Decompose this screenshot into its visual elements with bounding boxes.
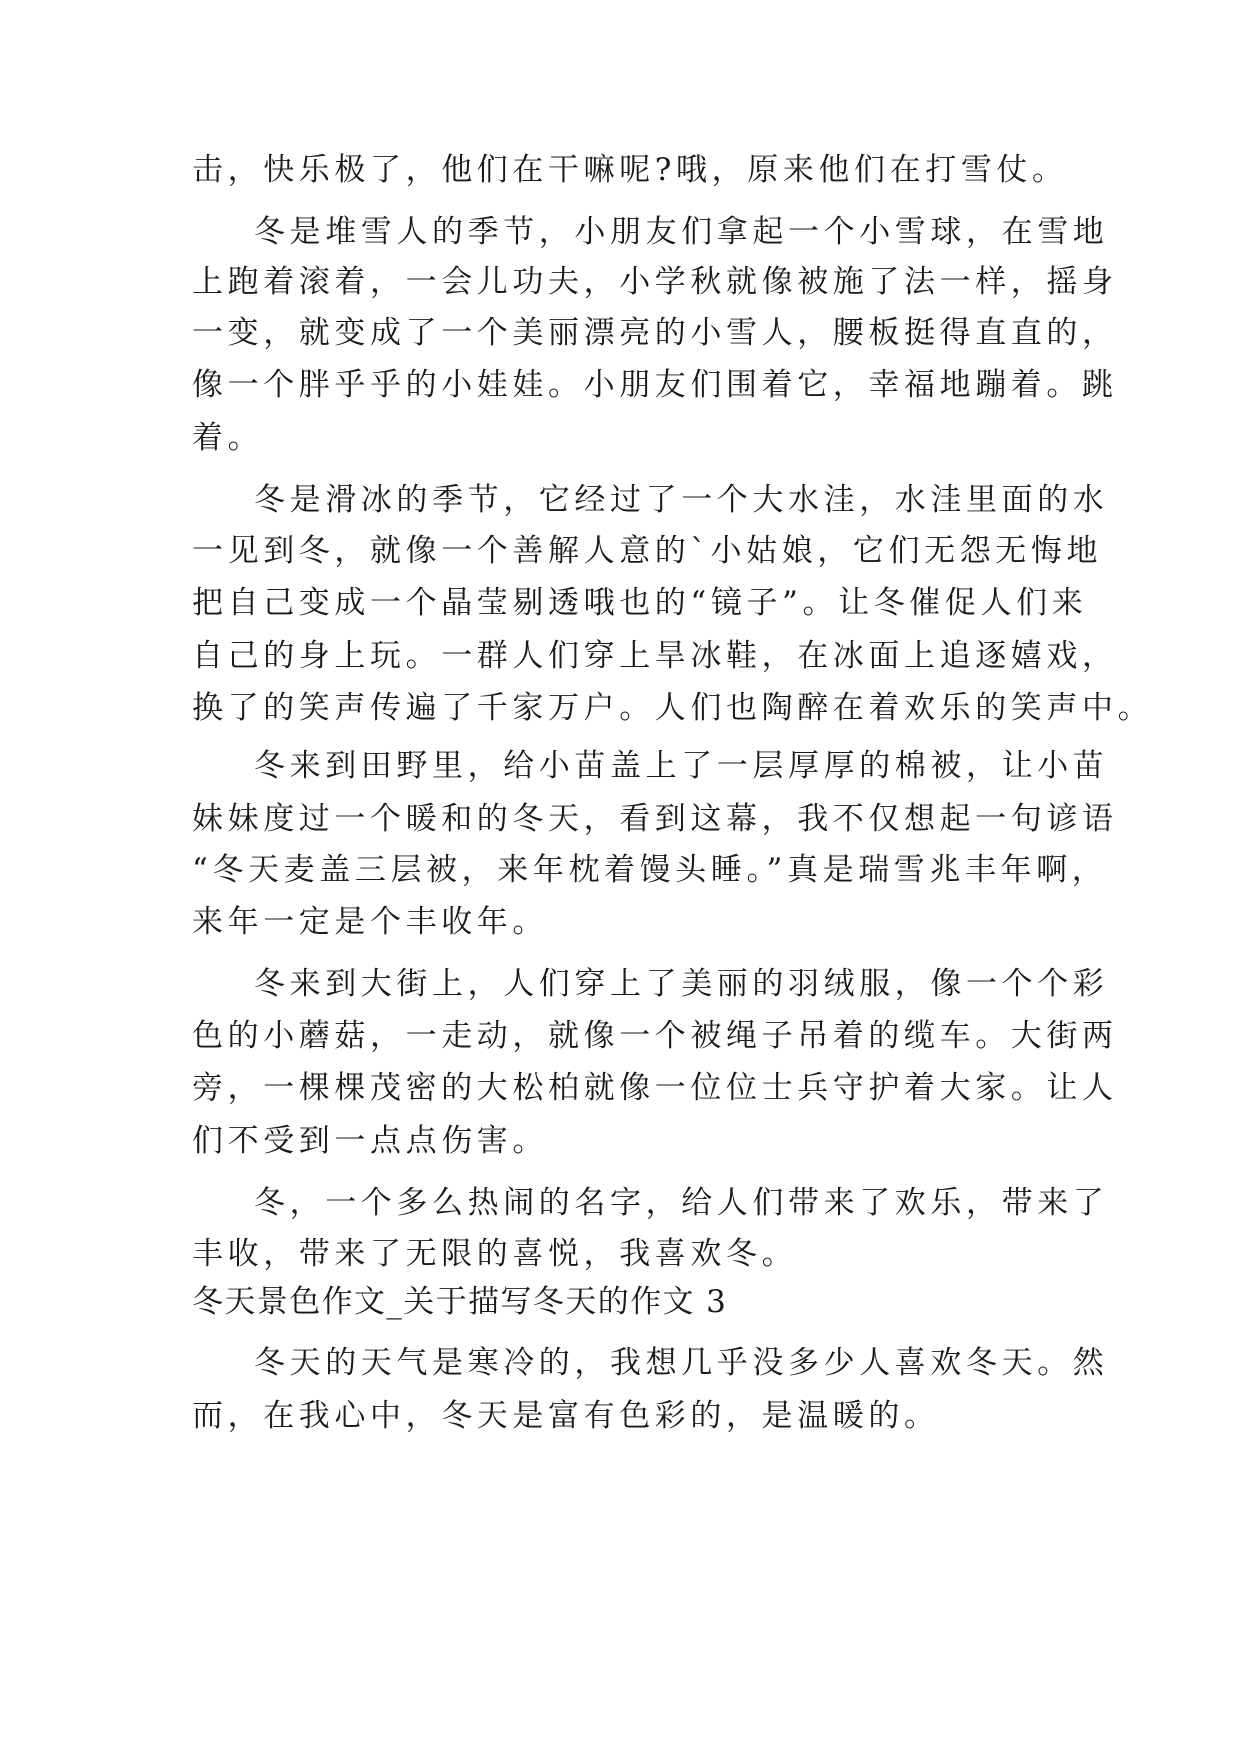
text-line: 而，在我心中，冬天是富有色彩的，是温暖的。 xyxy=(192,1398,940,1434)
paragraph-first-line: 冬，一个多么热闹的名字，给人们带来了欢乐，带来了 xyxy=(254,1185,1109,1221)
text-line: 换了的笑声传遍了千家万户。人们也陶醉在着欢乐的笑声中。 xyxy=(192,690,1154,726)
paragraph-first-line: 冬来到田野里，给小苗盖上了一层厚厚的棉被，让小苗 xyxy=(254,748,1109,784)
text-line: 自己的身上玩。一群人们穿上旱冰鞋，在冰面上追逐嬉戏， xyxy=(192,638,1118,674)
section-heading: 冬天景色作文_关于描写冬天的作文 3 xyxy=(192,1284,728,1320)
text-line: 一变，就变成了一个美丽漂亮的小雪人，腰板挺得直直的， xyxy=(192,315,1118,351)
paragraph-first-line: 冬来到大街上，人们穿上了美丽的羽绒服，像一个个彩 xyxy=(254,966,1109,1002)
text-line: 色的小蘑菇，一走动，就像一个被绳子吊着的缆车。大街两 xyxy=(192,1018,1118,1054)
text-line: “冬天麦盖三层被，来年枕着馒头睡。”真是瑞雪兆丰年啊， xyxy=(192,852,1108,888)
text-line: 着。 xyxy=(192,420,264,456)
text-line: 击，快乐极了，他们在干嘛呢?哦，原来他们在打雪仗。 xyxy=(192,152,1068,188)
paragraph-first-line: 冬是滑冰的季节，它经过了一个大水洼，水洼里面的水 xyxy=(254,482,1109,518)
text-line: 上跑着滚着，一会儿功夫，小学秋就像被施了法一样，摇身 xyxy=(192,264,1118,300)
text-line: 把自己变成一个晶莹剔透哦也的“镜子”。让冬催促人们来 xyxy=(192,585,1088,621)
paragraph-first-line: 冬天的天气是寒冷的，我想几乎没多少人喜欢冬天。然 xyxy=(254,1345,1109,1381)
text-line: 旁，一棵棵茂密的大松柏就像一位位士兵守护着大家。让人 xyxy=(192,1070,1118,1106)
paragraph-first-line: 冬是堆雪人的季节，小朋友们拿起一个小雪球，在雪地 xyxy=(254,214,1109,250)
text-line: 像一个胖乎乎的小娃娃。小朋友们围着它，幸福地蹦着。跳 xyxy=(192,367,1118,403)
text-line: 丰收，带来了无限的喜悦，我喜欢冬。 xyxy=(192,1236,798,1272)
text-line: 妹妹度过一个暖和的冬天，看到这幕，我不仅想起一句谚语 xyxy=(192,801,1118,837)
text-line: 来年一定是个丰收年。 xyxy=(192,904,548,940)
text-line: 们不受到一点点伤害。 xyxy=(192,1123,548,1159)
text-line: 一见到冬，就像一个善解人意的`小姑娘，它们无怨无悔地 xyxy=(192,533,1103,569)
